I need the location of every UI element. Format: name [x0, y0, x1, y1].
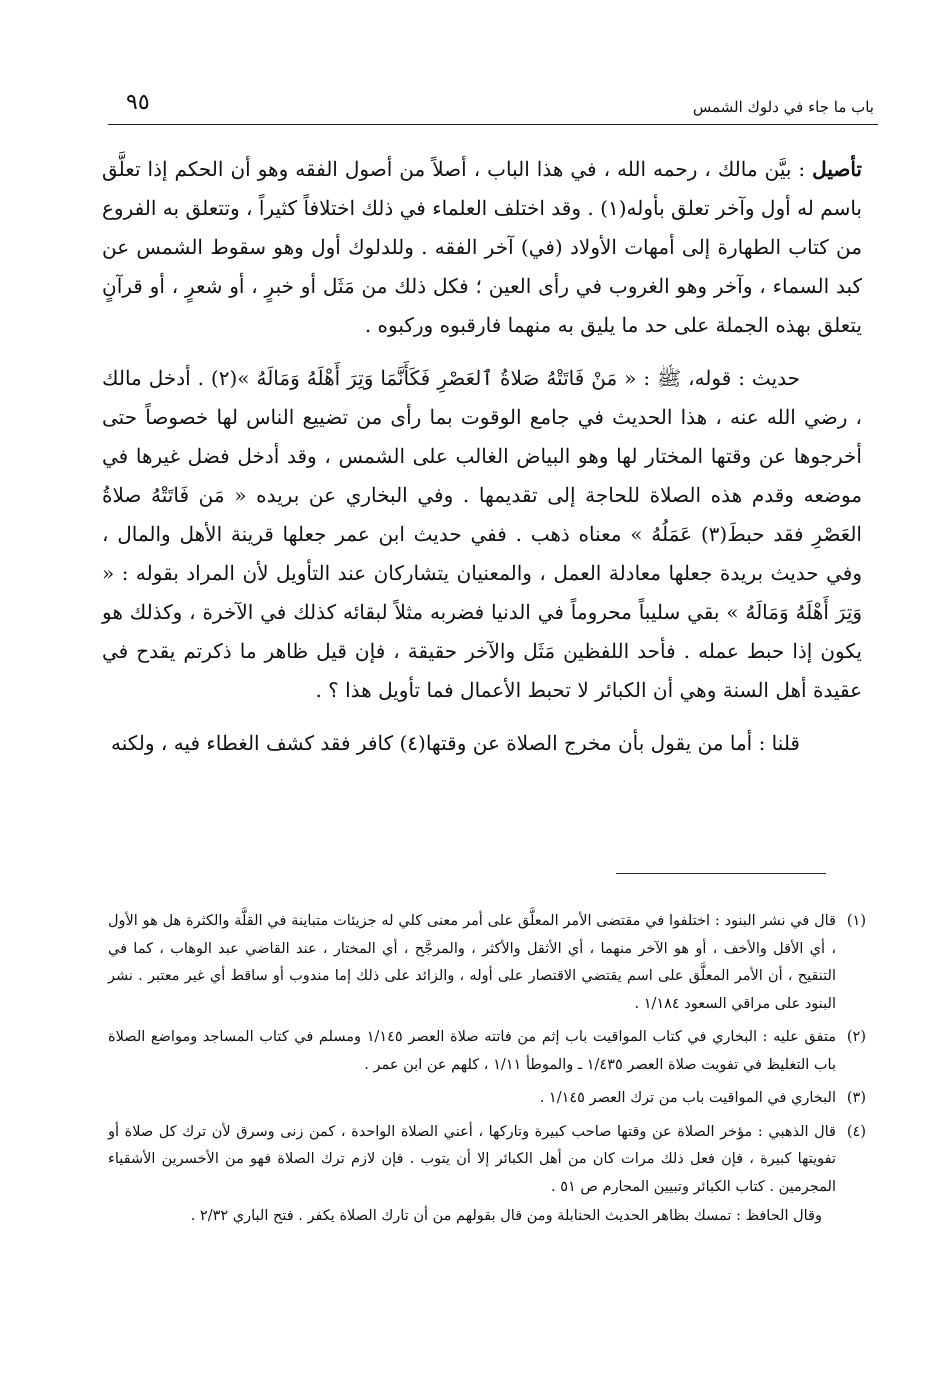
- footnote: [108, 1085, 866, 1113]
- footnote-number: (١): [846, 913, 866, 929]
- footnote: [108, 1119, 866, 1202]
- footnotes: [108, 908, 866, 1231]
- paragraph-hadith: حديث : قوله، ﷺ : « مَنْ فَاتَتْهُ صَلاةُ ٱلعَصْرِ فَكَأَنَّمَا وَتِرَ أَهْلَهُ وَمَالَهُ »(٢) . أدخل مالك ، رضي الله عنه ، هذا الحديث في جامع الوقوت بما رأى من تضييع الناس لها خصوصاً حتى أخرجوها عن وقتها المختار لها وهو البياض الغالب على الشمس ، وقد أدخل فضل غيرها في موضعه وقدم هذه الصلاة للحاجة إلى تقديمها . وفي البخاري عن بريده « مَن فَاتَتْهُ صلاةُ العَصْرِ فقد حبطَ(٣) عَمَلُهُ » معناه ذهب . ففي حديث ابن عمر جعلها قرينة الأهل والمال ، وفي حديث بريدة جعلها معادلة العمل ، والمعنيان يتشاركان عند التأويل لأن المراد بقوله : « وَتِرَ أَهْلَهُ وَمَالَهُ » بقي سليباً محروماً في الدنيا فضربه مثلاً لبقائه كذلك في الآخرة ، وكذلك هو يكون إذا حبط عمله . فأحد اللفظين مَثَل والآخر حقيقة ، فإن قيل ظاهر ما ذكرتم يقدح في عقيدة أهل السنة وهي أن الكبائر لا تحبط الأعمال فما تأويل هذا ؟ .: [102, 366, 862, 702]
- footnote-number: (٢): [846, 1029, 866, 1045]
- paragraph-keyword: تأصيل: [812, 157, 862, 181]
- footnote-text: قال الذهبي : مؤخر الصلاة عن وقتها صاحب كبيرة وتاركها ، أعني الصلاة الواحدة ، كمن زنى وسرق لأن ترك كل صلاة أو تفويتها كبيرة ، فإن فعل ذلك مرات كان من أهل الكبائر إلا أن يتوب . فإن لازم ترك الصلاة فهو من الأخسرين الأشقياء المجرمين . كتاب الكبائر وتبيين المحارم ص ٥١ .: [108, 1123, 836, 1195]
- running-title: باب ما جاء في دلوك الشمس: [692, 98, 874, 116]
- main-text: [102, 150, 862, 763]
- footnote-separator: [616, 873, 826, 874]
- page-header: [108, 84, 878, 125]
- footnote-text: البخاري في المواقيت باب من ترك العصر ١/١٤٥ .: [539, 1090, 836, 1106]
- paragraph-qulna: قلنا : أما من يقول بأن مخرج الصلاة عن وقتها(٤) كافر فقد كشف الغطاء فيه ، ولكنه: [110, 731, 800, 755]
- footnote-text: متفق عليه : البخاري في كتاب المواقيت باب إثم من فاتته صلاة العصر ١/١٤٥ ومسلم في كتاب المساجد ومواضع الصلاة باب التغليظ في تفويت صلاة العصر ١/٤٣٥ ـ والموطأ ١/١١ ، كلهم عن ابن عمر .: [108, 1029, 836, 1073]
- footnote-number: (٣): [846, 1090, 866, 1106]
- footnote: [108, 908, 866, 1018]
- footnote-text: قال في نشر البنود : اختلفوا في مقتضى الأمر المعلَّق على أمر معنى كلي له جزيئات متباينة في القلَّة والكثرة هل هو الأول ، أي الأقل والأخف ، أو هو الآخر منهما ، أي الأثقل والأكثر ، والمرجَّح ، أي المختار ، عند القاضي عبد الوهاب ، كما في التنقيح ، أن الأمر المعلَّق على اسم يقتضي الاقتصار على أوله ، والزائد على ذلك إما مندوب أو ساقط أي غير معتبر . نشر البنود على مراقي السعود ١/١٨٤ .: [108, 913, 836, 1012]
- footnote-continuation: وقال الحافظ : تمسك بظاهر الحديث الحنابلة ومن قال بقولهم من أن تارك الصلاة يكفر . فتح الباري ٢/٣٢ .: [190, 1208, 822, 1224]
- page-number: ٩٥: [126, 90, 150, 115]
- paragraph-tasil: [102, 150, 862, 345]
- paragraph-text: : بيَّن مالك ، رحمه الله ، في هذا الباب ، أصلاً من أصول الفقه وهو أن الحكم إذا تعلَّق باسم له أول وآخر تعلق بأوله(١) . وقد اختلف العلماء في ذلك اختلافاً كثيراً ، وتتعلق به الفروع من كتاب الطهارة إلى أمهات الأولاد (في) آخر الفقه . وللدلوك أول وهو سقوط الشمس عن كبد السماء ، وآخر وهو الغروب في رأى العين ؛ فكل ذلك من مَثَل أو خبرٍ ، أو شعرٍ ، أو قرآنٍ يتعلق بهذه الجملة على حد ما يليق به منهما فارقبوه وركبوه .: [102, 157, 862, 337]
- footnote-number: (٤): [846, 1123, 866, 1140]
- footnote: [108, 1024, 866, 1079]
